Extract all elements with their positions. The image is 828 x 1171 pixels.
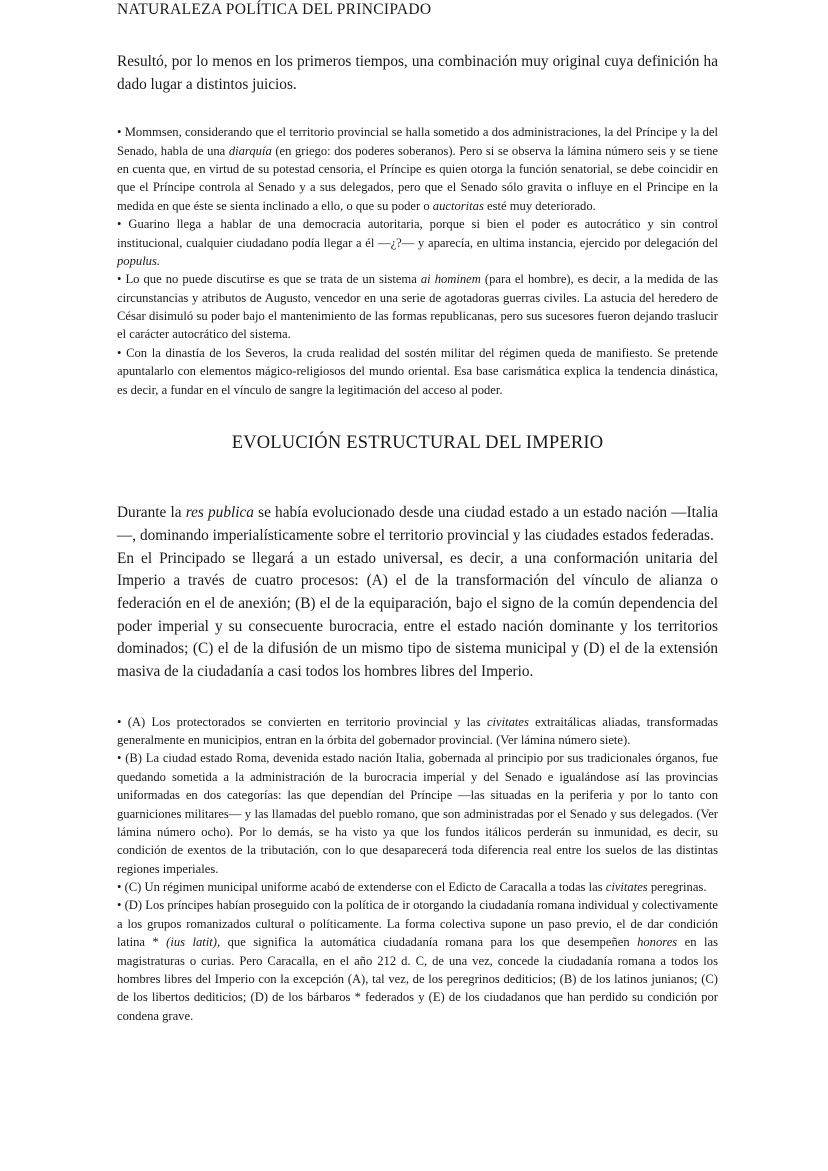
bullet-marker: • [117,880,122,895]
list-item [117,270,718,344]
list-item [117,713,718,750]
text-run: se había evolucionado desde una ciudad estado a un estado nación —Italia—, dominando imperialísticamente sobre el territorio provincial y las ciudades estados federadas. [117,504,718,544]
section-one-bullet-list [117,123,718,399]
list-item [117,878,718,896]
text-run: (en griego: dos poderes soberanos). Pero si se observa la lámina número seis y se tiene en cuenta que, en virtud de su potestad censoria, el Príncipe es quien otorga la función senatorial, se debe coincidir en que el Príncipe controla al Senado y a sus delegados, pero que el Senado sólo gravita o influye en el Principe en la medida en que éste se sienta inclinado a ello, o que su poder o [117,143,718,213]
spacer [117,455,718,502]
page-text-column [117,0,718,1025]
text-run: extraitálicas aliadas, transformadas generalmente en municipios, entran en la órbita del gobernador provincial. (Ver lámina número siete). [117,714,718,748]
text-run: Mommsen, considerando que el territorio provincial se halla sometido a dos administraciones, la del Príncipe y la del Senado, habla de una [117,125,718,158]
text-run: peregrinas. [647,880,707,895]
spacer [117,19,718,51]
text-run: Durante la [117,504,186,522]
text-run: (C) Un régimen municipal uniforme acabó de extenderse con el Edicto de Caracalla a todas las [121,880,606,895]
section-one-heading: NATURALEZA POLÍTICA DEL PRINCIPADO [117,1,432,18]
italic-term: ai hominem [420,272,481,287]
text-run: En el Principado se llegará a un estado universal, es decir, a una conformación unitaria del Imperio a través de cuatro procesos: (A) el de la transformación del vínculo de alianza o federación en el de anexión; (B) el de la equiparación, bajo el signo de la común dependencia del poder imperial y su consecuente burocracia, entre el estado nación dominante y los territorios dominados; (C) el de la difusión de un mismo tipo de sistema municipal y (D) el de la extensión masiva de la ciudadanía a casi todos los hombres libres del Imperio. [117,549,718,681]
italic-term: civitates [605,880,648,895]
italic-term: civitates [486,714,529,729]
list-item [117,344,718,399]
italic-term: auctoritas [432,198,484,213]
bullet-marker: • [117,272,122,287]
bullet-marker: • [117,714,122,729]
bullet-marker: • [117,751,122,766]
italic-term: diarquía [228,143,272,158]
italic-term: populus. [117,253,161,268]
paragraph [117,502,718,547]
list-item [117,749,718,878]
text-run: (B) La ciudad estado Roma, devenida estado nación Italia, gobernada al principio por sus tradicionales órganos, fue quedando sometida a la administración de la burocracia imperial y del Senado e igualándose así las provincias uniformadas en dos categorías: las que dependían del Príncipe —las situadas en la periferia y por lo tanto con guarniciones militares— y las llamadas del pueblo romano, que son administradas por el Senado y sus delegados. (Ver lámina número ocho). Por lo demás, se ha visto ya que los fundos itálicos perderán su inmunidad, es decir, su condición de exentos de la tributación, con lo que desaparecerá toda diferencia real entre los suelos de las distintas regiones imperiales. [117,751,718,876]
spacer [117,399,718,432]
spacer [117,96,718,123]
spacer [117,684,718,713]
section-two-bullet-list [117,713,718,1025]
section-two-heading: EVOLUCIÓN ESTRUCTURAL DEL IMPERIO [231,432,604,453]
text-run: (para el hombre), es decir, a la medida de las circunstancias y atributos de Augusto, vencedor en una serie de agotadoras guerras civiles. La astucia del heredero de César disimuló su poder bajo el mantenimiento de las formas republicanas, pero sus sucesores fueron dejando traslucir el carácter autocrático del sistema. [117,272,718,342]
list-item [117,123,718,215]
text-run: Lo que no puede discutirse es que se trata de un sistema [121,272,421,287]
text-run: (D) Los príncipes habían proseguido con la política de ir otorgando la ciudadanía romana individual y colectivamente a los grupos romanizados cultural o políticamente. La forma colectiva supone un paso previo, el de dar condición latina * [117,898,718,950]
bullet-marker: • [117,125,122,140]
list-item [117,215,718,270]
paragraph [117,548,718,684]
text-run: (A) Los protectorados se convierten en territorio provincial y las [121,714,487,729]
bullet-marker: • [117,217,122,232]
text-run: que significa la automática ciudadanía romana para los que desempeñen [220,935,638,950]
section-one-lead-paragraph: Resultó, por lo menos en los primeros tiempos, una combinación muy original cuya definición ha dado lugar a distintos juicios. [117,53,718,93]
italic-term: (ius latit), [166,935,221,950]
bullet-marker: • [117,345,122,360]
italic-term: res publica [185,504,254,522]
text-run: Con la dinastía de los Severos, la cruda realidad del sostén militar del régimen queda de manifiesto. Se pretende apuntalarlo con elementos mágico-religiosos del mundo oriental. Esa base carismática explica la tendencia dinástica, es decir, a fundar en el vínculo de sangre la legitimación del acceso al poder. [117,345,718,397]
text-run: en las magistraturas o curias. Pero Caracalla, en el año 212 d. C, de una vez, concede la ciudadanía romana a todos los hombres libres del Imperio con la excepción (A), tal vez, de los peregrinos dediticios; (B) de los latinos junianos; (C) de los libertos dediticios; (D) de los bárbaros * federados y (E) de los ciudadanos que han perdido su condición por condena grave. [117,935,718,1023]
list-item [117,896,718,1025]
italic-term: honores [637,935,678,950]
text-run: Guarino llega a hablar de una democracia autoritaria, porque si bien el poder es autocrático y sin control institucional, cualquier ciudadano podía llegar a él —¿?— y aparecía, en ultima instancia, ejercido por delegación del [117,217,718,250]
bullet-marker: • [117,898,122,913]
section-two-lead-block [117,502,718,684]
text-run: esté muy deteriorado. [483,198,596,213]
